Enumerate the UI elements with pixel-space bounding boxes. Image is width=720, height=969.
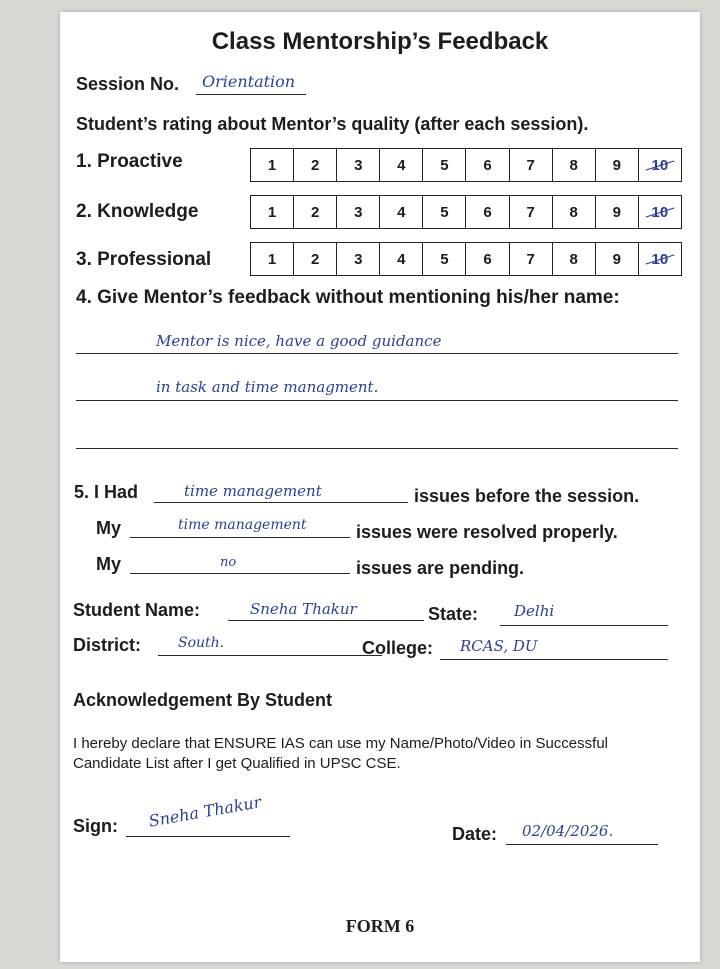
- rating-cell[interactable]: 8: [553, 149, 596, 181]
- rating-cell[interactable]: 7: [510, 196, 553, 228]
- state-value[interactable]: Delhi: [514, 602, 555, 620]
- date-label: Date:: [452, 824, 498, 844]
- rating-cell[interactable]: 2: [294, 243, 337, 275]
- issues-pending-value[interactable]: no: [220, 555, 237, 570]
- state-underline: [500, 625, 668, 626]
- rating-cell[interactable]: 2: [294, 196, 337, 228]
- sign-underline: [126, 836, 290, 837]
- district-underline: [158, 655, 382, 656]
- rating-label-proactive: 1. Proactive: [76, 151, 183, 172]
- session-label: Session No.: [76, 74, 180, 94]
- student-name-label: Student Name:: [73, 600, 201, 620]
- signature[interactable]: Sneha Thakur: [147, 792, 263, 831]
- issues-resolved-prefix: My: [96, 518, 122, 538]
- rating-cell[interactable]: 2: [294, 149, 337, 181]
- issues-had-value[interactable]: time management: [184, 482, 322, 500]
- issues-pending-suffix: issues are pending.: [356, 558, 525, 578]
- rating-cell[interactable]: 3: [337, 149, 380, 181]
- session-underline: [196, 94, 306, 95]
- session-value[interactable]: Orientation: [202, 72, 296, 91]
- college-label: College:: [362, 638, 434, 658]
- rating-cell[interactable]: 6: [466, 196, 509, 228]
- issues-had-label: 5. I Had: [74, 482, 139, 502]
- rating-cell[interactable]: 6: [466, 149, 509, 181]
- rating-cell[interactable]: 6: [466, 243, 509, 275]
- form-title: Class Mentorship’s Feedback: [211, 28, 549, 55]
- rating-cell[interactable]: 7: [510, 149, 553, 181]
- ack-title: Acknowledgement By Student: [73, 690, 333, 710]
- rating-cell[interactable]: 3: [337, 243, 380, 275]
- rating-cell[interactable]: 5: [423, 196, 466, 228]
- rating-cell-selected[interactable]: 10: [639, 196, 681, 228]
- feedback-line-1: [76, 353, 678, 354]
- rating-label-professional: 3. Professional: [76, 249, 212, 270]
- rating-cell[interactable]: 8: [553, 243, 596, 275]
- feedback-label: 4. Give Mentor’s feedback without mentioning his/her name:: [76, 287, 620, 308]
- rating-cell[interactable]: 3: [337, 196, 380, 228]
- rating-cell[interactable]: 9: [596, 149, 639, 181]
- sign-label: Sign:: [73, 816, 118, 836]
- rating-intro: Student’s rating about Mentor’s quality (after each session).: [76, 114, 589, 134]
- rating-cell[interactable]: 4: [380, 149, 423, 181]
- ack-text: I hereby declare that ENSURE IAS can use my Name/Photo/Video in Successful Candidate List after I get Qualified in UPSC CSE.: [73, 735, 608, 772]
- rating-cell[interactable]: 1: [251, 196, 294, 228]
- feedback-text-2[interactable]: in task and time managment.: [156, 378, 379, 396]
- student-name-underline: [228, 620, 424, 621]
- college-underline: [440, 659, 668, 660]
- issues-had-underline: [154, 502, 408, 503]
- rating-scale-knowledge[interactable]: [250, 195, 682, 229]
- form-number: FORM 6: [345, 916, 415, 936]
- issues-resolved-suffix: issues were resolved properly.: [356, 522, 618, 542]
- feedback-text-1[interactable]: Mentor is nice, have a good guidance: [156, 332, 442, 350]
- rating-cell-selected[interactable]: 10: [639, 243, 681, 275]
- feedback-form-sheet: [60, 12, 700, 962]
- date-underline: [506, 844, 658, 845]
- issues-resolved-underline: [130, 537, 350, 538]
- rating-cell[interactable]: 1: [251, 243, 294, 275]
- rating-cell[interactable]: 4: [380, 196, 423, 228]
- student-name-value[interactable]: Sneha Thakur: [250, 600, 357, 618]
- rating-cell[interactable]: 5: [423, 149, 466, 181]
- rating-cell[interactable]: 4: [380, 243, 423, 275]
- rating-scale-professional[interactable]: [250, 242, 682, 276]
- issues-had-suffix: issues before the session.: [414, 486, 640, 506]
- rating-cell-selected[interactable]: 10: [639, 149, 681, 181]
- rating-cell[interactable]: 7: [510, 243, 553, 275]
- feedback-line-2: [76, 400, 678, 401]
- rating-label-knowledge: 2. Knowledge: [76, 201, 199, 222]
- rating-cell[interactable]: 5: [423, 243, 466, 275]
- rating-cell[interactable]: 1: [251, 149, 294, 181]
- issues-pending-prefix: My: [96, 554, 122, 574]
- issues-pending-underline: [130, 573, 350, 574]
- issues-resolved-value[interactable]: time management: [178, 517, 307, 533]
- rating-cell[interactable]: 9: [596, 243, 639, 275]
- feedback-line-3: [76, 448, 678, 449]
- rating-cell[interactable]: 9: [596, 196, 639, 228]
- college-value[interactable]: RCAS, DU: [460, 637, 538, 655]
- district-value[interactable]: South.: [178, 635, 225, 651]
- state-label: State:: [428, 604, 479, 624]
- rating-cell[interactable]: 8: [553, 196, 596, 228]
- district-label: District:: [73, 635, 142, 655]
- rating-scale-proactive[interactable]: [250, 148, 682, 182]
- date-value[interactable]: 02/04/2026.: [522, 822, 614, 840]
